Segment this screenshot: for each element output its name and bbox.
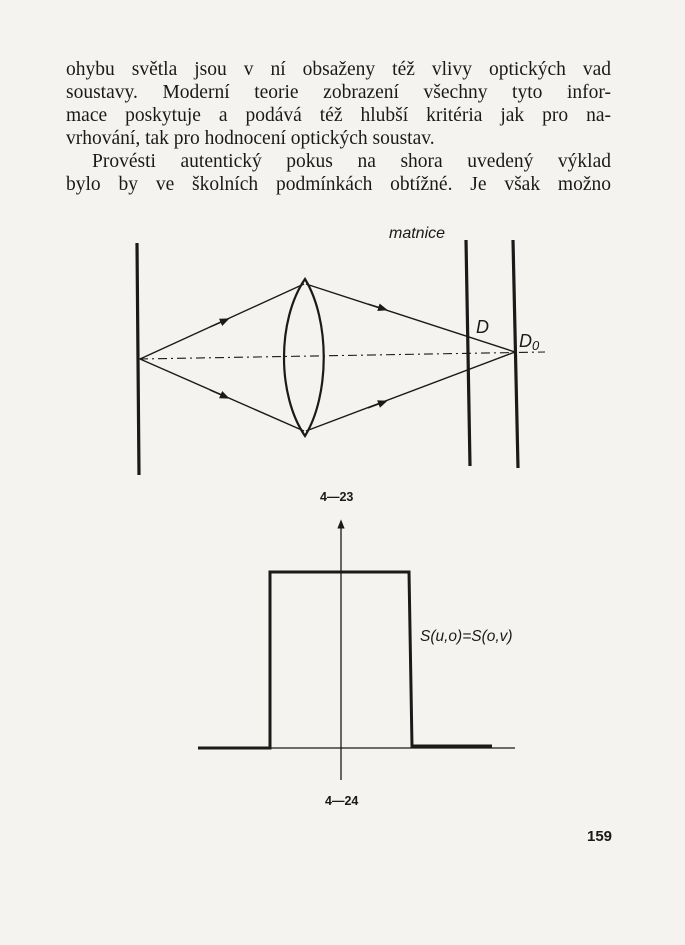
figure-caption-4-24: 4—24 bbox=[325, 794, 359, 808]
rect-function-curve bbox=[198, 572, 492, 748]
label-d0: D0 bbox=[519, 331, 540, 353]
label-screen: matnice bbox=[389, 225, 446, 242]
text-line: ohybu světla jsou v ní obsaženy též vlivy optických vad bbox=[66, 59, 611, 80]
ray-lower-out bbox=[306, 352, 515, 431]
object-plane-line bbox=[137, 243, 139, 475]
optical-axis bbox=[139, 352, 545, 359]
ray-arrow bbox=[368, 402, 384, 408]
screen-line-d0 bbox=[513, 240, 518, 468]
ray-arrow bbox=[210, 390, 226, 397]
text-line: Provésti autentický pokus na shora uvedený výklad bbox=[92, 151, 611, 172]
label-d: D bbox=[476, 317, 489, 337]
text-line: vrhování, tak pro hodnocení optických soustav. bbox=[66, 128, 435, 149]
figure-caption-4-23: 4—23 bbox=[320, 490, 354, 504]
text-line: soustavy. Moderní teorie zobrazení všechny tyto infor- bbox=[66, 82, 611, 103]
ray-arrow bbox=[368, 304, 384, 309]
lens-shape bbox=[284, 279, 324, 436]
function-label: S(u,o)=S(o,v) bbox=[420, 628, 513, 645]
text-line: bylo by ve školních podmínkách obtížné. Je však možno bbox=[66, 174, 611, 195]
text-line: mace poskytuje a podává též hlubší kritéria jak pro na- bbox=[66, 105, 611, 126]
page-number: 159 bbox=[587, 828, 613, 845]
ray-arrow bbox=[210, 320, 226, 327]
